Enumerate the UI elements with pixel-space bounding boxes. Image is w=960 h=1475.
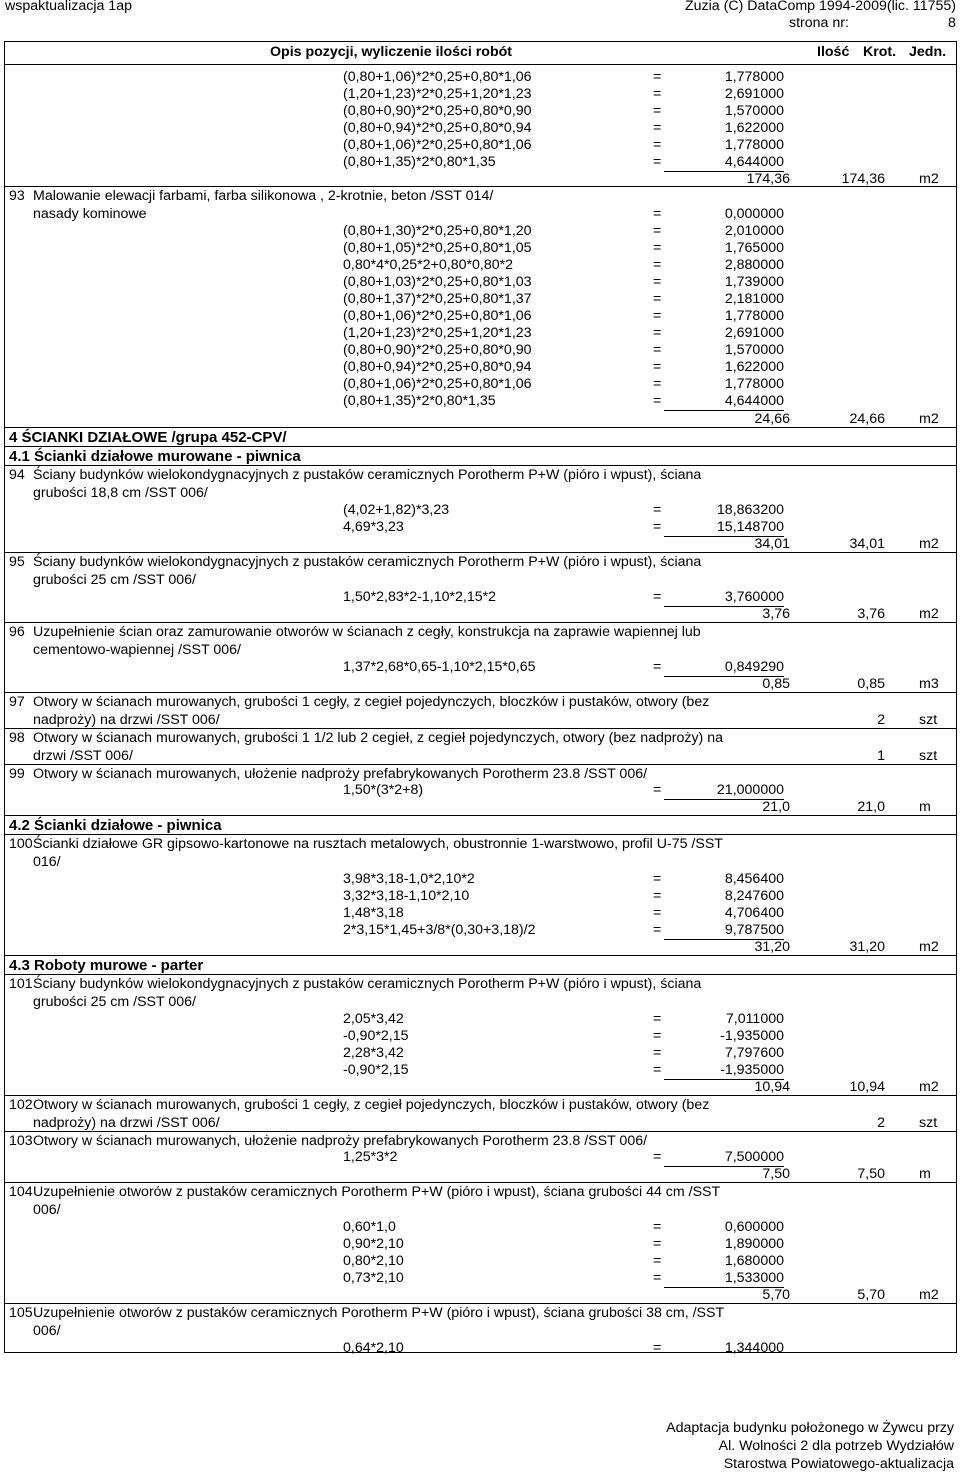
calc-formula: (0,80+0,94)*2*0,25+0,80*0,94 — [343, 120, 532, 136]
equals-sign: = — [653, 888, 662, 904]
col-qty: Ilość — [817, 44, 850, 60]
item-quantity: 7,50 — [762, 1166, 790, 1182]
row-divider — [5, 728, 956, 729]
calc-value: 2,691000 — [724, 325, 784, 341]
equals-sign: = — [653, 1253, 662, 1269]
calc-value: 7,011000 — [725, 1011, 784, 1027]
item-description: Ściany budynków wielokondygnacyjnych z pustaków ceramicznych Porotherm P+W (pióro i wpust), ściana — [33, 467, 702, 483]
item-krot-quantity: 21,0 — [857, 799, 885, 815]
calc-formula: 0,64*2,10 — [343, 1340, 404, 1356]
calc-formula: 2,05*3,42 — [343, 1011, 404, 1027]
row-divider — [5, 815, 956, 816]
calc-value: 1,890000 — [724, 1236, 784, 1252]
calc-formula: (0,80+1,06)*2*0,25+0,80*1,06 — [343, 69, 532, 85]
item-unit: m2 — [919, 411, 939, 427]
calc-value: 1,680000 — [724, 1253, 784, 1269]
calc-value: 8,456400 — [724, 871, 784, 887]
item-description: nasady kominowe — [33, 206, 147, 222]
item-description: cementowo-wapiennej /SST 006/ — [33, 642, 241, 658]
item-description: Uzupełnienie otworów z pustaków ceramicznych Porotherm P+W (pióro i wpust), ściana grubości 38 cm, /SST — [33, 1305, 725, 1321]
calc-formula: (0,80+0,90)*2*0,25+0,80*0,90 — [343, 103, 532, 119]
calc-formula: (0,80+1,06)*2*0,25+0,80*1,06 — [343, 137, 532, 153]
item-description: Ścianki działowe GR gipsowo-kartonowe na rusztach metalowych, obustronnie 1-warstwowo, profil U-75 /SST — [33, 836, 723, 852]
calc-formula: (1,20+1,23)*2*0,25+1,20*1,23 — [343, 86, 532, 102]
row-divider — [5, 955, 956, 956]
item-description: Otwory w ścianach murowanych, grubości 1 1/2 lub 2 cegieł, z cegieł pojedynczych, otwory (bez nadproży) na — [33, 730, 724, 746]
calc-value: 2,691000 — [724, 86, 784, 102]
calc-formula: (0,80+1,06)*2*0,25+0,80*1,06 — [343, 308, 532, 324]
item-unit: m2 — [919, 536, 939, 552]
col-description: Opis pozycji, wyliczenie ilości robót — [270, 44, 513, 60]
row-divider — [5, 834, 956, 835]
row-divider — [5, 552, 956, 553]
equals-sign: = — [653, 871, 662, 887]
calc-value: 1,533000 — [664, 1270, 784, 1288]
calc-formula: (0,80+1,30)*2*0,25+0,80*1,20 — [343, 223, 532, 239]
equals-sign: = — [653, 376, 662, 392]
item-unit: szt — [919, 1115, 938, 1131]
calc-formula: (0,80+0,90)*2*0,25+0,80*0,90 — [343, 342, 532, 358]
calc-value: 1,570000 — [724, 342, 784, 358]
item-description: Ściany budynków wielokondygnacyjnych z pustaków ceramicznych Porotherm P+W (pióro i wpust), ściana — [33, 976, 702, 992]
item-krot-quantity: 0,85 — [857, 676, 885, 692]
equals-sign: = — [653, 922, 662, 938]
calc-value: 7,500000 — [664, 1149, 784, 1167]
item-number: 101 — [9, 976, 33, 992]
calc-formula: -0,90*2,15 — [343, 1062, 409, 1078]
calc-formula: 1,25*3*2 — [343, 1149, 398, 1165]
section-heading: 4 ŚCIANKI DZIAŁOWE /grupa 452-CPV/ — [9, 429, 287, 446]
calc-formula: (4,02+1,82)*3,23 — [343, 502, 450, 518]
calc-formula: 1,50*(3*2+8) — [343, 782, 424, 798]
row-divider — [5, 446, 956, 447]
item-krot-quantity: 174,36 — [841, 171, 885, 187]
calc-value: -1,935000 — [720, 1028, 784, 1044]
equals-sign: = — [653, 1219, 662, 1235]
equals-sign: = — [653, 782, 662, 798]
equals-sign: = — [653, 1149, 662, 1165]
item-description: Otwory w ścianach murowanych, ułożenie nadproży prefabrykowanych Porotherm 23.8 /SST 006/ — [33, 766, 648, 782]
item-number: 104 — [9, 1184, 33, 1200]
item-krot-quantity: 3,76 — [857, 606, 885, 622]
item-unit: m2 — [919, 171, 939, 187]
equals-sign: = — [653, 325, 662, 341]
calc-formula: 3,98*3,18-1,0*2,10*2 — [343, 871, 475, 887]
item-description: nadproży) na drzwi /SST 006/ — [33, 712, 220, 728]
row-divider — [5, 186, 956, 187]
equals-sign: = — [653, 589, 662, 605]
calc-value: 8,247600 — [724, 888, 784, 904]
equals-sign: = — [653, 905, 662, 921]
calc-formula: 0,60*1,0 — [343, 1219, 396, 1235]
item-krot-quantity: 34,01 — [849, 536, 885, 552]
item-krot-quantity: 5,70 — [857, 1287, 885, 1303]
item-description: grubości 18,8 cm /SST 006/ — [33, 485, 208, 501]
calc-formula: 0,73*2,10 — [343, 1270, 404, 1286]
calc-value: -1,935000 — [664, 1062, 784, 1080]
item-quantity: 21,0 — [762, 799, 790, 815]
calc-formula: (0,80+1,35)*2*0,80*1,35 — [343, 393, 496, 409]
row-divider — [5, 1095, 956, 1096]
calc-formula: (0,80+1,06)*2*0,25+0,80*1,06 — [343, 376, 532, 392]
equals-sign: = — [653, 137, 662, 153]
calc-value: 0,600000 — [724, 1219, 784, 1235]
item-number: 93 — [9, 188, 25, 204]
item-description: Uzupełnienie otworów z pustaków ceramicznych Porotherm P+W (pióro i wpust), ściana grubości 44 cm /SST — [33, 1184, 721, 1200]
item-krot-quantity: 10,94 — [849, 1079, 885, 1095]
row-divider — [5, 1303, 956, 1304]
item-description: drzwi /SST 006/ — [33, 748, 133, 764]
calc-value: 1,778000 — [724, 137, 784, 153]
calc-value: 1,344000 — [724, 1340, 784, 1356]
item-krot-quantity: 24,66 — [849, 411, 885, 427]
item-krot-quantity: 31,20 — [849, 939, 885, 955]
calc-value: 7,797600 — [724, 1045, 784, 1061]
item-description: grubości 25 cm /SST 006/ — [33, 572, 196, 588]
equals-sign: = — [653, 291, 662, 307]
item-number: 102 — [9, 1097, 33, 1113]
equals-sign: = — [653, 393, 662, 409]
calc-value: 0,000000 — [724, 206, 784, 222]
item-unit: szt — [919, 712, 938, 728]
item-quantity: 10,94 — [754, 1079, 790, 1095]
calc-value: 1,765000 — [724, 240, 784, 256]
item-description: grubości 25 cm /SST 006/ — [33, 994, 196, 1010]
section-heading: 4.3 Roboty murowe - parter — [9, 957, 204, 974]
footer-line: Adaptacja budynku położonego w Żywcu przy — [666, 1420, 954, 1436]
section-heading: 4.1 Ścianki działowe murowane - piwnica — [9, 448, 301, 465]
item-description: 006/ — [33, 1323, 61, 1339]
item-krot-quantity: 1 — [877, 748, 885, 764]
software-license: Zuzia (C) DataComp 1994-2009(lic. 11755) — [684, 0, 956, 14]
row-divider — [5, 465, 956, 466]
calc-formula: (0,80+1,05)*2*0,25+0,80*1,05 — [343, 240, 532, 256]
item-unit: m3 — [919, 676, 939, 692]
equals-sign: = — [653, 1236, 662, 1252]
calc-formula: (0,80+0,94)*2*0,25+0,80*0,94 — [343, 359, 532, 375]
item-number: 103 — [9, 1133, 33, 1149]
calc-formula: 0,80*4*0,25*2+0,80*0,80*2 — [343, 257, 514, 273]
row-divider — [5, 427, 956, 428]
estimate-table — [4, 41, 957, 1356]
item-number: 94 — [9, 467, 25, 483]
calc-value: 1,778000 — [724, 376, 784, 392]
equals-sign: = — [653, 206, 662, 222]
item-unit: m2 — [919, 1287, 939, 1303]
equals-sign: = — [653, 154, 662, 170]
item-unit: szt — [919, 748, 938, 764]
item-unit: m — [919, 799, 931, 815]
calc-formula: -0,90*2,15 — [343, 1028, 409, 1044]
calc-value: 1,778000 — [724, 69, 784, 85]
item-description: nadproży) na drzwi /SST 006/ — [33, 1115, 220, 1131]
item-description: Otwory w ścianach murowanych, grubości 1 cegły, z cegieł pojedynczych, bloczków i pustaków, otwory (bez — [33, 1097, 710, 1113]
calc-formula: (0,80+1,03)*2*0,25+0,80*1,03 — [343, 274, 532, 290]
calc-value: 4,644000 — [664, 154, 784, 172]
item-quantity: 174,36 — [746, 171, 790, 187]
equals-sign: = — [653, 1045, 662, 1061]
item-quantity: 0,85 — [762, 676, 790, 692]
col-krot: Krot. — [863, 44, 897, 60]
page-label: strona nr: — [789, 15, 849, 31]
row-divider — [5, 974, 956, 975]
calc-formula: (0,80+1,35)*2*0,80*1,35 — [343, 154, 496, 170]
calc-value: 1,622000 — [724, 359, 784, 375]
row-divider — [5, 692, 956, 693]
item-number: 95 — [9, 554, 25, 570]
col-unit: Jedn. — [909, 44, 947, 60]
page-number: 8 — [948, 15, 956, 31]
item-description: Otwory w ścianach murowanych, grubości 1 cegły, z cegieł pojedynczych, bloczków i pustaków, otwory (bez — [33, 694, 710, 710]
calc-formula: 0,90*2,10 — [343, 1236, 404, 1252]
equals-sign: = — [653, 103, 662, 119]
calc-value: 1,622000 — [724, 120, 784, 136]
item-unit: m — [919, 1166, 931, 1182]
item-description: Uzupełnienie ścian oraz zamurowanie otworów w ścianach z cegły, konstrukcja na zaprawie wapiennej lub — [33, 624, 701, 640]
item-unit: m2 — [919, 939, 939, 955]
item-description: Otwory w ścianach murowanych, ułożenie nadproży prefabrykowanych Porotherm 23.8 /SST 006/ — [33, 1133, 648, 1149]
calc-formula: 1,50*2,83*2-1,10*2,15*2 — [343, 589, 497, 605]
row-divider — [5, 1131, 956, 1132]
equals-sign: = — [653, 1011, 662, 1027]
equals-sign: = — [653, 1062, 662, 1078]
calc-value: 2,181000 — [724, 291, 784, 307]
item-description: Malowanie elewacji farbami, farba silikonowa , 2-krotnie, beton /SST 014/ — [33, 188, 494, 204]
item-number: 105 — [9, 1305, 33, 1321]
item-krot-quantity: 2 — [877, 1115, 885, 1131]
calc-value: 4,644000 — [664, 393, 784, 411]
item-krot-quantity: 2 — [877, 712, 885, 728]
equals-sign: = — [653, 1270, 662, 1286]
calc-value: 2,880000 — [724, 257, 784, 273]
footer-line: Al. Wolności 2 dla potrzeb Wydziałów — [718, 1438, 954, 1454]
document-title: wspaktualizacja 1ap — [5, 0, 132, 14]
calc-value: 3,760000 — [664, 589, 784, 607]
calc-value: 4,706400 — [724, 905, 784, 921]
calc-formula: (1,20+1,23)*2*0,25+1,20*1,23 — [343, 325, 532, 341]
calc-formula: 1,37*2,68*0,65-1,10*2,15*0,65 — [343, 659, 536, 675]
item-quantity: 31,20 — [754, 939, 790, 955]
equals-sign: = — [653, 359, 662, 375]
calc-formula: 3,32*3,18-1,10*2,10 — [343, 888, 470, 904]
equals-sign: = — [653, 120, 662, 136]
calc-formula: 1,48*3,18 — [343, 905, 404, 921]
row-divider — [5, 764, 956, 765]
row-divider — [5, 1182, 956, 1183]
equals-sign: = — [653, 69, 662, 85]
equals-sign: = — [653, 519, 662, 535]
calc-formula: 2*3,15*1,45+3/8*(0,30+3,18)/2 — [343, 922, 536, 938]
equals-sign: = — [653, 86, 662, 102]
equals-sign: = — [653, 257, 662, 273]
calc-formula: 0,80*2,10 — [343, 1253, 404, 1269]
item-quantity: 5,70 — [762, 1287, 790, 1303]
equals-sign: = — [653, 223, 662, 239]
footer-line: Starostwa Powiatowego-aktualizacja — [723, 1456, 954, 1472]
item-krot-quantity: 7,50 — [857, 1166, 885, 1182]
calc-formula: 2,28*3,42 — [343, 1045, 404, 1061]
item-description: 006/ — [33, 1202, 61, 1218]
equals-sign: = — [653, 342, 662, 358]
equals-sign: = — [653, 502, 662, 518]
item-quantity: 24,66 — [754, 411, 790, 427]
item-number: 99 — [9, 766, 25, 782]
item-unit: m2 — [919, 606, 939, 622]
calc-value: 15,148700 — [664, 519, 784, 537]
footer — [666, 1419, 954, 1473]
equals-sign: = — [653, 1340, 662, 1356]
row-divider — [5, 622, 956, 623]
calc-formula: (0,80+1,37)*2*0,25+0,80*1,37 — [343, 291, 532, 307]
item-description: Ściany budynków wielokondygnacyjnych z pustaków ceramicznych Porotherm P+W (pióro i wpust), ściana — [33, 554, 702, 570]
item-number: 97 — [9, 694, 25, 710]
section-heading: 4.2 Ścianki działowe - piwnica — [9, 817, 222, 834]
equals-sign: = — [653, 1028, 662, 1044]
calc-formula: 4,69*3,23 — [343, 519, 404, 535]
item-unit: m2 — [919, 1079, 939, 1095]
calc-value: 9,787500 — [664, 922, 784, 940]
calc-value: 21,000000 — [664, 782, 784, 800]
calc-value: 1,570000 — [724, 103, 784, 119]
equals-sign: = — [653, 240, 662, 256]
equals-sign: = — [653, 274, 662, 290]
item-description: 016/ — [33, 854, 61, 870]
table-header — [5, 42, 956, 65]
calc-value: 2,010000 — [724, 223, 784, 239]
calc-value: 1,778000 — [724, 308, 784, 324]
item-number: 98 — [9, 730, 25, 746]
equals-sign: = — [653, 659, 662, 675]
item-number: 96 — [9, 624, 25, 640]
calc-value: 1,739000 — [724, 274, 784, 290]
item-number: 100 — [9, 836, 33, 852]
calc-value: 18,863200 — [716, 502, 784, 518]
equals-sign: = — [653, 308, 662, 324]
calc-value: 0,849290 — [664, 659, 784, 677]
item-quantity: 34,01 — [754, 536, 790, 552]
item-quantity: 3,76 — [762, 606, 790, 622]
